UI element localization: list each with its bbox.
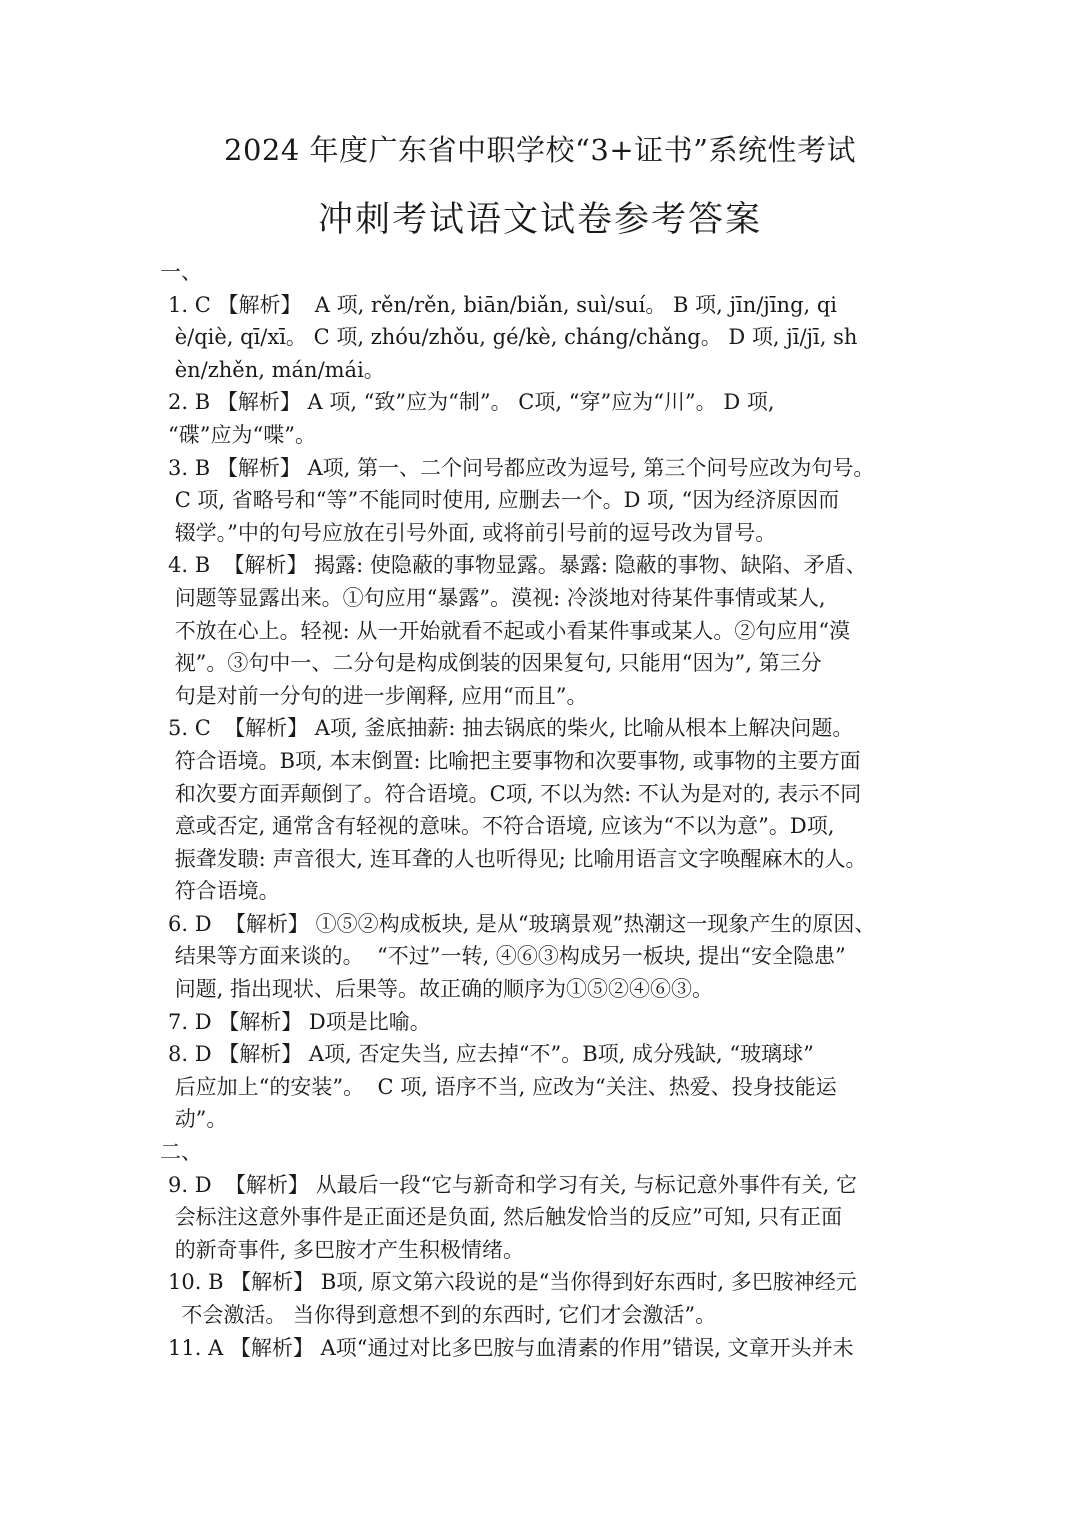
answer-line: 视”。③句中一、二分句是构成倒装的因果复句, 只能用“因为”, 第三分	[168, 651, 822, 676]
answer-line: 11. A 【解析】 A项“通过对比多巴胺与血清素的作用”错误, 文章开头并未	[168, 1335, 854, 1360]
answer-line: 句是对前一分句的进一步阐释, 应用“而且”。	[168, 683, 588, 708]
answer-line: C 项, 省略号和“等”不能同时使用, 应删去一个。D 项, “因为经济原因而	[168, 488, 840, 513]
document-subtitle: 冲刺考试语文试卷参考答案	[317, 200, 762, 240]
answer-line: “碟”应为“喋”。	[168, 422, 316, 447]
answer-item	[160, 1169, 925, 1267]
answer-line: 8. D 【解析】 A项, 否定失当, 应去掉“不”。B项, 成分残缺, “玻璃球”	[168, 1042, 814, 1067]
answer-item	[160, 1038, 925, 1136]
answer-line: 结果等方面来谈的。 “不过”一转, ④⑥③构成另一板块, 提出“安全隐患”	[168, 944, 846, 969]
answer-item	[160, 908, 925, 1006]
answer-line: è/qiè, qī/xī。 C 项, zhóu/zhǒu, gé/kè, cháng/chǎng。 D 项, jī/jī, sh	[168, 325, 858, 350]
answer-line: 问题, 指出现状、后果等。故正确的顺序为①⑤②④⑥③。	[168, 977, 714, 1002]
answer-line: 的新奇事件, 多巴胺才产生积极情绪。	[168, 1237, 525, 1262]
answer-line: 辍学。”中的句号应放在引号外面, 或将前引号前的逗号改为冒号。	[168, 520, 777, 545]
answer-line: 符合语境。	[168, 879, 280, 904]
answer-item	[160, 1266, 925, 1331]
answer-body	[160, 256, 925, 1364]
document-title: 2024 年度广东省中职学校“3+证书”系统性考试	[224, 133, 856, 167]
answer-line: 7. D 【解析】 D项是比喻。	[168, 1009, 431, 1034]
section-heading: 二、	[160, 1140, 202, 1165]
answer-line: 动”。	[168, 1107, 228, 1132]
answer-item	[160, 289, 925, 387]
answer-line: 问题等显露出来。①句应用“暴露”。漠视: 冷淡地对待某件事情或某人,	[168, 585, 826, 610]
answer-line: èn/zhěn, mán/mái。	[168, 357, 385, 382]
answer-line: 10. B 【解析】 B项, 原文第六段说的是“当你得到好东西时, 多巴胺神经元	[168, 1270, 857, 1295]
answer-line: 2. B 【解析】 A 项, “致”应为“制”。 C项, “穿”应为“川”。 D 项,	[168, 390, 775, 415]
answer-item	[160, 1332, 925, 1365]
answer-line: 4. B 【解析】 揭露: 使隐蔽的事物显露。暴露: 隐蔽的事物、缺陷、矛盾、	[168, 553, 867, 578]
answer-item	[160, 452, 925, 550]
answer-line: 不放在心上。轻视: 从一开始就看不起或小看某件事或某人。②句应用“漠	[168, 618, 851, 643]
answer-line: 3. B 【解析】 A项, 第一、二个问号都应改为逗号, 第三个问号应改为句号。	[168, 455, 875, 480]
answer-line: 振聋发聩: 声音很大, 连耳聋的人也听得见; 比喻用语言文字唤醒麻木的人。	[168, 846, 867, 871]
answer-item	[160, 386, 925, 451]
answer-line: 意或否定, 通常含有轻视的意味。不符合语境, 应该为“不以为意”。D项,	[168, 814, 835, 839]
section-heading: 一、	[160, 260, 202, 284]
answer-line: 不会激活。 当你得到意想不到的东西时, 它们才会激活”。	[168, 1303, 717, 1327]
answer-line: 9. D 【解析】 从最后一段“它与新奇和学习有关, 与标记意外事件有关, 它	[168, 1172, 858, 1197]
answer-line: 会标注这意外事件是正面还是负面, 然后触发恰当的反应”可知, 只有正面	[168, 1205, 843, 1230]
answer-line: 符合语境。B项, 本末倒置: 比喻把主要事物和次要事物, 或事物的主要方面	[168, 748, 861, 773]
answer-line: 1. C 【解析】 A 项, rěn/rěn, biān/biǎn, suì/suí。 B 项, jīn/jīng, qi	[168, 292, 838, 317]
answer-line: 后应加上“的安装”。 C 项, 语序不当, 应改为“关注、热爱、投身技能运	[168, 1074, 837, 1099]
answer-item	[160, 549, 925, 712]
answer-line: 5. C 【解析】 A项, 釜底抽薪: 抽去锅底的柴火, 比喻从根本上解决问题。	[168, 716, 854, 741]
answer-item	[160, 712, 925, 908]
answer-line: 6. D 【解析】 ①⑤②构成板块, 是从“玻璃景观”热潮这一现象产生的原因、	[168, 911, 876, 936]
answer-line: 和次要方面弄颠倒了。符合语境。C项, 不以为然: 不认为是对的, 表示不同	[168, 781, 862, 806]
answer-item	[160, 1006, 925, 1039]
